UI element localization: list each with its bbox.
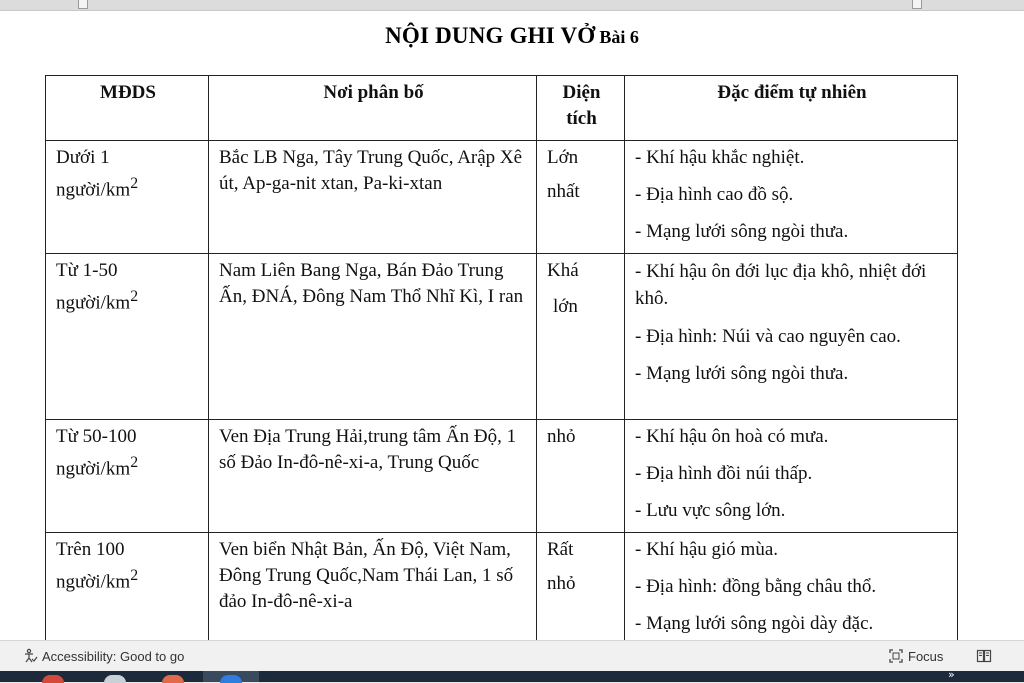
accessibility-status[interactable]: [22, 648, 184, 664]
cell-noi-phan-bo: Ven Địa Trung Hải,trung tâm Ấn Độ, 1 số Đảo In-đô-nê-xi-a, Trung Quốc: [209, 420, 537, 533]
table-header-row: [46, 76, 958, 141]
superscript: 2: [130, 288, 139, 305]
area-line1: nhỏ: [547, 426, 576, 447]
cell-noi-phan-bo: Bắc LB Nga, Tây Trung Quốc, Arập Xê út, Ap-ga-nit xtan, Pa-ki-xtan: [209, 141, 537, 254]
mdds-line2: người/km: [56, 571, 131, 593]
accessibility-icon: [22, 648, 38, 664]
area-line1: Khá: [547, 260, 579, 281]
ruler-marker[interactable]: [78, 0, 88, 9]
mdds-line1: Trên 100: [56, 539, 125, 560]
feature-item: - Mạng lưới sông ngòi thưa.: [635, 221, 849, 242]
header-dien-tich-line2: tích: [566, 108, 597, 129]
feature-item: - Mạng lưới sông ngòi dày đặc.: [635, 613, 874, 634]
header-dien-tich: [537, 76, 625, 141]
title-main: NỘI DUNG GHI VỞ: [385, 23, 596, 48]
cell-mdds: [46, 420, 209, 533]
taskbar-active-app[interactable]: [203, 671, 259, 682]
area-line1: Rất: [547, 539, 574, 560]
table-row: [46, 254, 958, 420]
mdds-line2: người/km: [56, 292, 131, 314]
superscript: 2: [130, 175, 139, 192]
area-line2: nhỏ: [547, 573, 576, 594]
mdds-line1: Từ 50-100: [56, 426, 137, 447]
focus-button[interactable]: [888, 648, 943, 664]
header-dien-tich-line1: Diện: [562, 82, 601, 103]
status-bar: [0, 640, 1024, 671]
ruler-marker[interactable]: [912, 0, 922, 9]
superscript: 2: [130, 567, 139, 584]
area-line2: lớn: [553, 296, 578, 317]
header-dac-diem: Đặc điểm tự nhiên: [625, 76, 958, 141]
cell-dien-tich: [537, 533, 625, 641]
mdds-line1: Từ 1-50: [56, 260, 118, 281]
accessibility-label: Accessibility: Good to go: [42, 648, 185, 664]
cell-dien-tich: [537, 420, 625, 533]
cell-dac-diem: [625, 533, 958, 641]
page-title: [0, 23, 1024, 49]
feature-item: - Khí hậu ôn đới lục địa khô, nhiệt đới khô.: [635, 261, 927, 309]
header-noi-phan-bo: Nơi phân bố: [209, 76, 537, 141]
feature-item: - Mạng lưới sông ngòi thưa.: [635, 363, 849, 384]
cell-dac-diem: [625, 420, 958, 533]
mdds-line2: người/km: [56, 458, 131, 480]
table-row: [46, 141, 958, 254]
area-line2: nhất: [547, 181, 580, 202]
feature-item: - Lưu vực sông lớn.: [635, 500, 786, 521]
feature-item: - Địa hình đồi núi thấp.: [635, 463, 813, 484]
cell-dac-diem: [625, 254, 958, 420]
feature-item: - Địa hình: Núi và cao nguyên cao.: [635, 326, 901, 347]
feature-item: - Địa hình cao đồ sộ.: [635, 184, 794, 205]
read-mode-icon[interactable]: [976, 648, 992, 664]
focus-icon: [888, 648, 904, 664]
feature-item: - Khí hậu khắc nghiệt.: [635, 147, 805, 168]
cell-mdds: [46, 533, 209, 641]
table-row: [46, 420, 958, 533]
cell-noi-phan-bo: Ven biển Nhật Bản, Ấn Độ, Việt Nam, Đông Trung Quốc,Nam Thái Lan, 1 số đảo In-đô-nê-xi-a: [209, 533, 537, 641]
cell-mdds: [46, 254, 209, 420]
mdds-line2: người/km: [56, 179, 131, 201]
cell-noi-phan-bo: Nam Liên Bang Nga, Bán Đảo Trung Ấn, ĐNÁ, Đông Nam Thổ Nhĩ Kì, I ran: [209, 254, 537, 420]
cell-dien-tich: [537, 254, 625, 420]
cell-dac-diem: [625, 141, 958, 254]
taskbar: [0, 668, 1024, 682]
cell-dien-tich: [537, 141, 625, 254]
superscript: 2: [130, 454, 139, 471]
table-row: [46, 533, 958, 641]
feature-item: - Khí hậu gió mùa.: [635, 539, 779, 560]
focus-label: Focus: [908, 648, 944, 664]
feature-item: - Khí hậu ôn hoà có mưa.: [635, 426, 829, 447]
chevron-right-icon[interactable]: »: [948, 668, 955, 681]
area-line1: Lớn: [547, 147, 579, 168]
top-ruler: [0, 0, 1024, 11]
cell-mdds: [46, 141, 209, 254]
document-page[interactable]: [0, 11, 1024, 640]
feature-item: - Địa hình: đồng bằng châu thổ.: [635, 576, 877, 597]
population-density-table: [45, 75, 958, 640]
title-sub: Bài 6: [599, 27, 639, 47]
header-mdds: MĐDS: [46, 76, 209, 141]
mdds-line1: Dưới 1: [56, 147, 110, 168]
